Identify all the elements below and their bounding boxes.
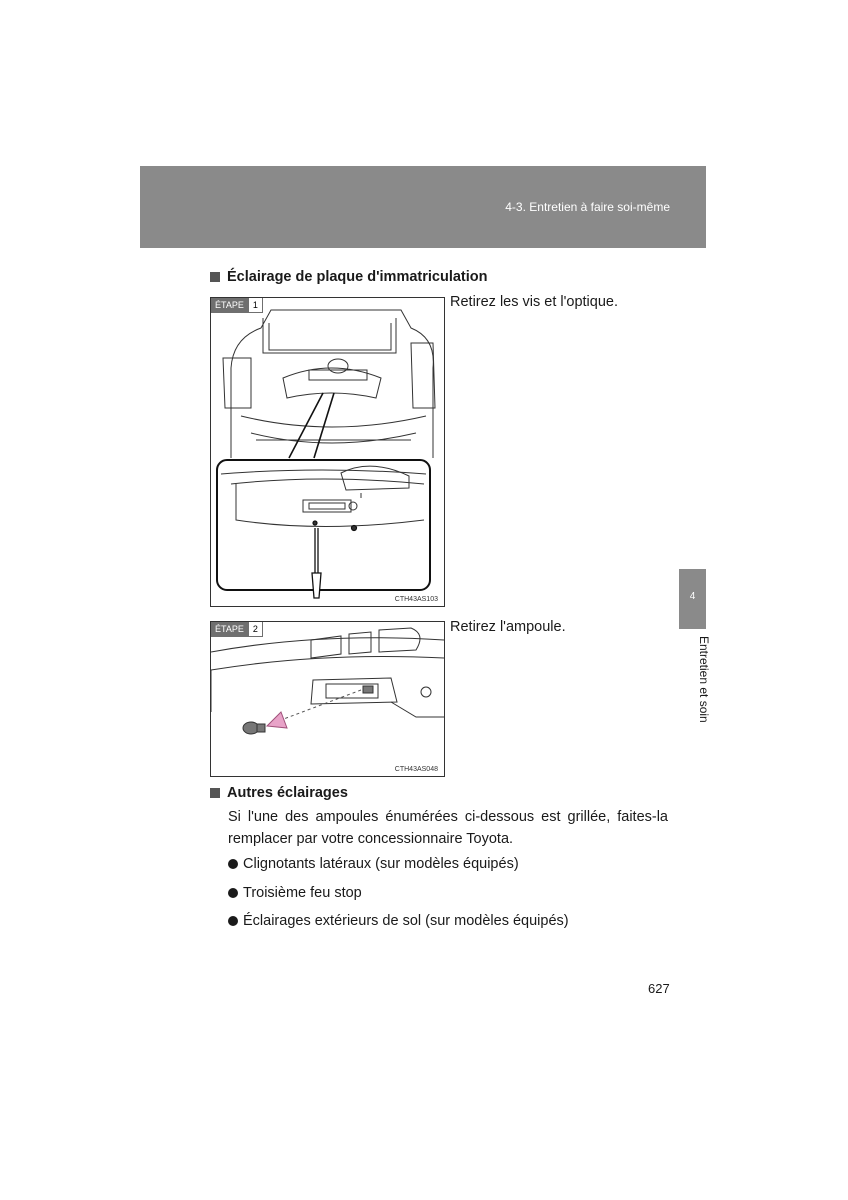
bullet-text: Clignotants latéraux (sur modèles équipés) bbox=[243, 856, 519, 872]
square-bullet-icon bbox=[210, 788, 220, 798]
step1-figure bbox=[210, 297, 445, 607]
section-title-license-light bbox=[210, 269, 488, 285]
section-title-other-lights bbox=[210, 785, 348, 801]
step-label: ÉTAPE bbox=[211, 622, 248, 637]
chapter-number: 4 bbox=[689, 591, 696, 602]
section-title-text: Autres éclairages bbox=[227, 785, 348, 801]
bullet-dot-icon bbox=[228, 859, 238, 869]
bullet-dot-icon bbox=[228, 916, 238, 926]
square-bullet-icon bbox=[210, 272, 220, 282]
step2-instruction: Retirez l'ampoule. bbox=[450, 619, 566, 635]
chapter-tab bbox=[679, 569, 706, 629]
rear-vehicle-illustration bbox=[211, 298, 444, 606]
section-header: 4-3. Entretien à faire soi-même bbox=[505, 200, 670, 214]
step1-badge bbox=[211, 298, 263, 313]
step-number: 2 bbox=[248, 622, 263, 637]
bullet-item bbox=[228, 885, 362, 901]
step1-instruction: Retirez les vis et l'optique. bbox=[450, 294, 618, 310]
bullet-text: Éclairages extérieurs de sol (sur modèles équipés) bbox=[243, 913, 569, 929]
other-lights-paragraph: Si l'une des ampoules énumérées ci-dessous est grillée, faites-la remplacer par votre concessionnaire Toyota. bbox=[228, 809, 668, 847]
figure-code: CTH43AS103 bbox=[394, 596, 438, 603]
chapter-label: Entretien et soin bbox=[697, 636, 711, 723]
step2-badge bbox=[211, 622, 263, 637]
page-number: 627 bbox=[648, 981, 670, 996]
section-title-text: Éclairage de plaque d'immatriculation bbox=[227, 269, 488, 285]
bullet-dot-icon bbox=[228, 888, 238, 898]
figure-code: CTH43AS048 bbox=[394, 766, 438, 773]
bullet-item bbox=[228, 856, 519, 872]
header-band bbox=[140, 166, 706, 248]
step-number: 1 bbox=[248, 298, 263, 313]
bulb-removal-illustration bbox=[211, 622, 444, 776]
step-label: ÉTAPE bbox=[211, 298, 248, 313]
step2-figure bbox=[210, 621, 445, 777]
bullet-text: Troisième feu stop bbox=[243, 885, 362, 901]
bullet-item bbox=[228, 913, 569, 929]
